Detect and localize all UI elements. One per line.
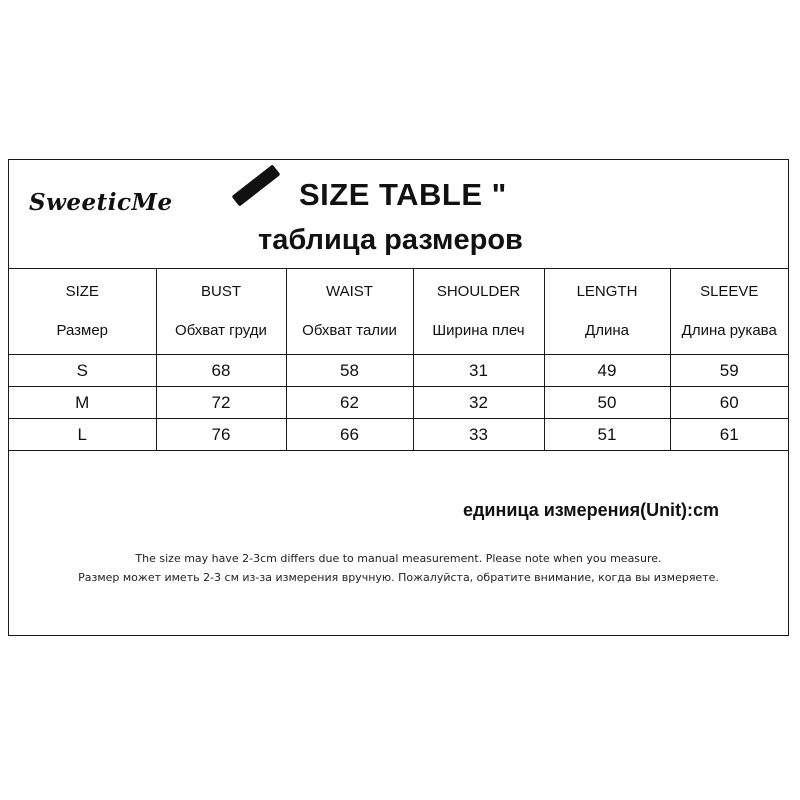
column-header-sleeve: SLEEVE Длина рукава xyxy=(670,268,788,355)
size-table xyxy=(9,268,788,451)
table-row xyxy=(9,355,788,387)
table-cell: 31 xyxy=(413,355,544,387)
table-cell: 51 xyxy=(544,419,670,451)
table-cell: L xyxy=(9,419,156,451)
table-cell: 66 xyxy=(286,419,413,451)
measurement-note-english: The size may have 2-3cm differs due to manual measurement. Please note when you measure. xyxy=(135,552,662,565)
column-header-waist: WAIST Обхват талии xyxy=(286,268,413,355)
table-cell: 68 xyxy=(156,355,286,387)
table-cell: 32 xyxy=(413,387,544,419)
column-header-size: SIZE Размер xyxy=(9,268,156,355)
column-header-bust: BUST Обхват груди xyxy=(156,268,286,355)
table-cell: 76 xyxy=(156,419,286,451)
unit-label: единица измерения(Unit):cm xyxy=(463,500,720,520)
measurement-note-russian: Размер может иметь 2-3 см из-за измерения вручную. Пожалуйста, обратите внимание, когда вы измеряете. xyxy=(78,571,719,584)
table-cell: 59 xyxy=(670,355,788,387)
table-cell: 49 xyxy=(544,355,670,387)
title-english: SIZE TABLE " xyxy=(299,177,507,212)
table-row xyxy=(9,419,788,451)
table-cell: M xyxy=(9,387,156,419)
table-cell: 33 xyxy=(413,419,544,451)
table-cell: 72 xyxy=(156,387,286,419)
table-cell: 50 xyxy=(544,387,670,419)
column-header-shoulder: SHOULDER Ширина плеч xyxy=(413,268,544,355)
table-row xyxy=(9,387,788,419)
table-cell: S xyxy=(9,355,156,387)
table-cell: 58 xyxy=(286,355,413,387)
brand-logo: SweeticMe xyxy=(29,189,173,216)
size-chart-frame xyxy=(8,159,789,636)
table-header-row xyxy=(9,268,788,355)
column-header-length: LENGTH Длина xyxy=(544,268,670,355)
title-russian: таблица размеров xyxy=(258,224,523,256)
table-cell: 60 xyxy=(670,387,788,419)
size-chart-header xyxy=(9,160,788,269)
slash-decoration-icon xyxy=(232,164,281,206)
table-cell: 61 xyxy=(670,419,788,451)
table-cell: 62 xyxy=(286,387,413,419)
